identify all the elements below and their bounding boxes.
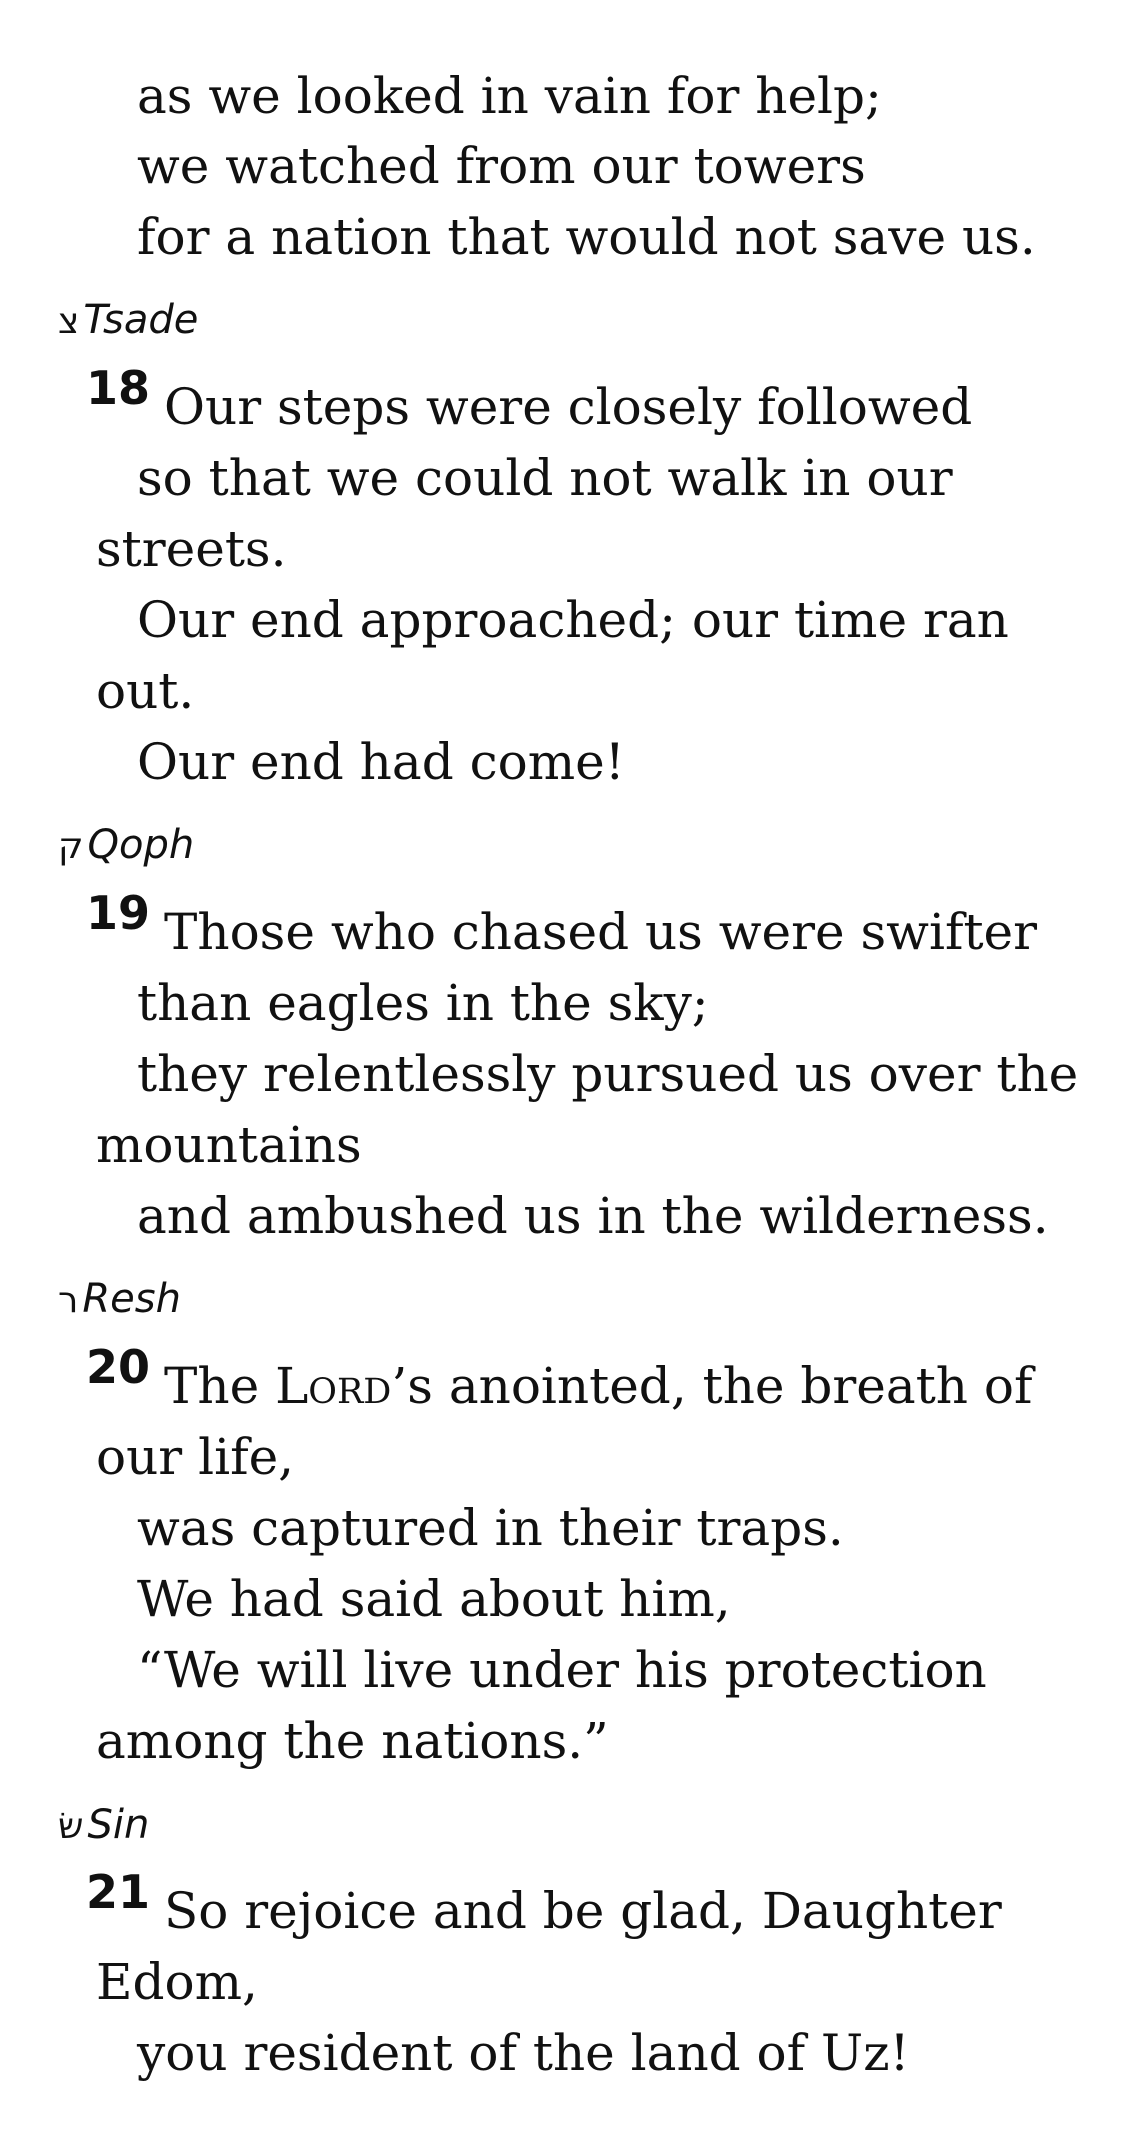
poetry-line-continuation: out.	[96, 662, 195, 720]
verse-text: Our steps were closely followed	[164, 378, 973, 436]
hebrew-letter: ק	[58, 826, 84, 867]
poetry-line-continuation: mountains	[96, 1116, 362, 1174]
verse-text: Those who chased us were swifter	[164, 903, 1038, 961]
section-heading-sin	[58, 1800, 149, 1852]
poetry-line: we watched from our towers	[137, 137, 866, 195]
poetry-line-continuation: streets.	[96, 520, 287, 578]
poetry-line: they relentlessly pursued us over the	[137, 1045, 1079, 1103]
poetry-line: Our end had come!	[137, 733, 625, 791]
verse-number: 18	[86, 361, 151, 415]
verse-text-pre: The	[164, 1357, 276, 1415]
poetry-line-continuation: among the nations.”	[96, 1712, 609, 1770]
poetry-line: and ambushed us in the wilderness.	[137, 1187, 1049, 1245]
poetry-line: you resident of the land of Uz!	[137, 2024, 910, 2082]
poetry-line: was captured in their traps.	[137, 1499, 844, 1557]
poetry-line: Our end approached; our time ran	[137, 591, 1009, 649]
poetry-line-continuation: Edom,	[96, 1953, 258, 2011]
poetry-line: so that we could not walk in our	[137, 449, 953, 507]
verse-first-line	[86, 1340, 1033, 1417]
section-heading-tsade	[58, 295, 198, 347]
verse-number: 21	[86, 1865, 151, 1919]
poetry-line: “We will live under his protection	[137, 1641, 987, 1699]
verse-number: 20	[86, 1340, 151, 1394]
verse-text: So rejoice and be glad, Daughter	[164, 1882, 1002, 1940]
poetry-line: for a nation that would not save us.	[137, 208, 1036, 266]
verse-number: 19	[86, 886, 151, 940]
letter-name: Tsade	[83, 297, 199, 343]
hebrew-letter: צ	[58, 301, 80, 342]
hebrew-letter: שׂ	[58, 1806, 84, 1847]
letter-name: Qoph	[87, 822, 195, 868]
verse-first-line	[86, 361, 973, 438]
letter-name: Sin	[87, 1802, 150, 1848]
verse-first-line	[86, 886, 1038, 963]
section-heading-resh	[58, 1274, 181, 1326]
section-heading-qoph	[58, 820, 194, 872]
poetry-line: We had said about him,	[137, 1570, 731, 1628]
letter-name: Resh	[82, 1276, 181, 1322]
poetry-line: as we looked in vain for help;	[137, 67, 882, 125]
verse-text-post: ’s anointed, the breath of	[391, 1357, 1033, 1415]
poetry-line: than eagles in the sky;	[137, 974, 709, 1032]
hebrew-letter: ר	[58, 1280, 79, 1321]
verse-first-line	[86, 1865, 1002, 1942]
poetry-line-continuation: our life,	[96, 1428, 295, 1486]
divine-name-smallcaps: Lord	[275, 1357, 392, 1415]
